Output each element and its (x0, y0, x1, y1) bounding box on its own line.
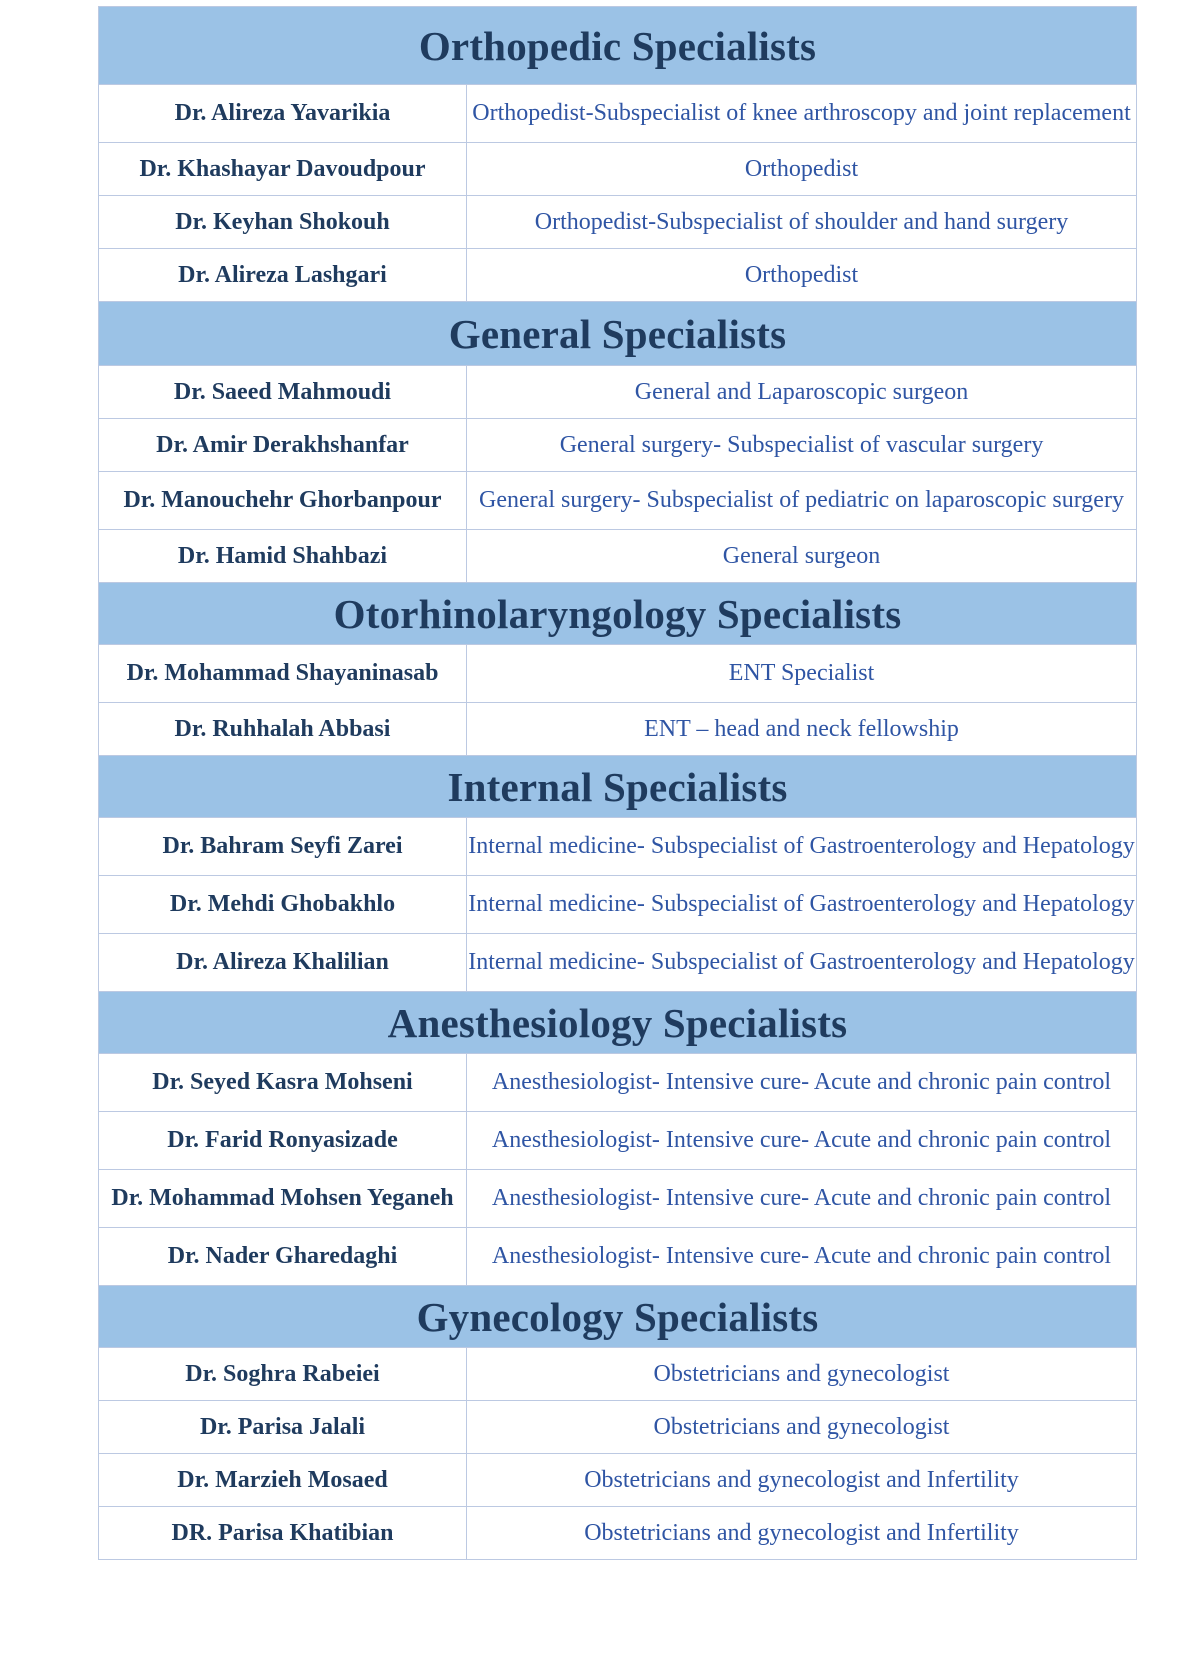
table-row (99, 419, 1137, 472)
doctor-name: Dr. Hamid Shahbazi (99, 530, 467, 583)
table-row (99, 249, 1137, 302)
table-row (99, 1507, 1137, 1560)
doctor-specialty: General and Laparoscopic surgeon (467, 366, 1137, 419)
doctor-specialty: Internal medicine- Subspecialist of Gastroenterology and Hepatology (467, 818, 1137, 876)
table-row (99, 645, 1137, 703)
section-header-otorhinolaryngology-specialists (99, 583, 1137, 645)
section-title: Gynecology Specialists (99, 1286, 1137, 1348)
specialists-table (98, 6, 1137, 1560)
section-title: Orthopedic Specialists (99, 7, 1137, 85)
table-row (99, 876, 1137, 934)
doctor-name: Dr. Seyed Kasra Mohseni (99, 1054, 467, 1112)
doctor-name: Dr. Mohammad Shayaninasab (99, 645, 467, 703)
section-header-gynecology-specialists (99, 1286, 1137, 1348)
doctor-name: Dr. Manouchehr Ghorbanpour (99, 472, 467, 530)
doctor-specialty: Orthopedist-Subspecialist of shoulder and hand surgery (467, 196, 1137, 249)
section-title: Internal Specialists (99, 756, 1137, 818)
doctor-name: DR. Parisa Khatibian (99, 1507, 467, 1560)
doctor-specialty: Obstetricians and gynecologist and Infertility (467, 1507, 1137, 1560)
doctor-specialty: Anesthesiologist- Intensive cure- Acute and chronic pain control (467, 1112, 1137, 1170)
table-row (99, 196, 1137, 249)
section-title: Anesthesiology Specialists (99, 992, 1137, 1054)
table-row (99, 472, 1137, 530)
doctor-specialty: Anesthesiologist- Intensive cure- Acute and chronic pain control (467, 1054, 1137, 1112)
table-row (99, 818, 1137, 876)
section-header-orthopedic-specialists (99, 7, 1137, 85)
doctor-specialty: Orthopedist (467, 143, 1137, 196)
doctor-name: Dr. Mohammad Mohsen Yeganeh (99, 1170, 467, 1228)
doctor-specialty: Anesthesiologist- Intensive cure- Acute and chronic pain control (467, 1228, 1137, 1286)
table-row (99, 1454, 1137, 1507)
table-row (99, 934, 1137, 992)
doctor-specialty: Obstetricians and gynecologist and Infertility (467, 1454, 1137, 1507)
table-row (99, 1228, 1137, 1286)
doctor-name: Dr. Marzieh Mosaed (99, 1454, 467, 1507)
table-row (99, 530, 1137, 583)
doctor-specialty: ENT Specialist (467, 645, 1137, 703)
doctor-specialty: Obstetricians and gynecologist (467, 1348, 1137, 1401)
doctor-name: Dr. Bahram Seyfi Zarei (99, 818, 467, 876)
doctor-specialty: Anesthesiologist- Intensive cure- Acute and chronic pain control (467, 1170, 1137, 1228)
table-row (99, 1348, 1137, 1401)
doctor-name: Dr. Nader Gharedaghi (99, 1228, 467, 1286)
doctor-specialty: General surgeon (467, 530, 1137, 583)
doctor-specialty: Orthopedist-Subspecialist of knee arthroscopy and joint replacement (467, 85, 1137, 143)
table-row (99, 143, 1137, 196)
section-title: General Specialists (99, 302, 1137, 366)
doctor-name: Dr. Keyhan Shokouh (99, 196, 467, 249)
doctor-name: Dr. Amir Derakhshanfar (99, 419, 467, 472)
doctor-name: Dr. Farid Ronyasizade (99, 1112, 467, 1170)
doctor-specialty: General surgery- Subspecialist of pediatric on laparoscopic surgery (467, 472, 1137, 530)
doctor-specialty: Internal medicine- Subspecialist of Gastroenterology and Hepatology (467, 934, 1137, 992)
table-row (99, 366, 1137, 419)
doctor-specialty: ENT – head and neck fellowship (467, 703, 1137, 756)
section-title: Otorhinolaryngology Specialists (99, 583, 1137, 645)
doctor-specialty: Obstetricians and gynecologist (467, 1401, 1137, 1454)
table-row (99, 1401, 1137, 1454)
doctor-specialty: Orthopedist (467, 249, 1137, 302)
doctor-name: Dr. Ruhhalah Abbasi (99, 703, 467, 756)
doctor-specialty: General surgery- Subspecialist of vascular surgery (467, 419, 1137, 472)
table-row (99, 1170, 1137, 1228)
doctor-name: Dr. Khashayar Davoudpour (99, 143, 467, 196)
doctor-name: Dr. Alireza Khalilian (99, 934, 467, 992)
table-row (99, 1054, 1137, 1112)
doctor-name: Dr. Alireza Yavarikia (99, 85, 467, 143)
doctor-name: Dr. Parisa Jalali (99, 1401, 467, 1454)
doctor-specialty: Internal medicine- Subspecialist of Gastroenterology and Hepatology (467, 876, 1137, 934)
table-row (99, 1112, 1137, 1170)
doctor-name: Dr. Mehdi Ghobakhlo (99, 876, 467, 934)
doctor-name: Dr. Alireza Lashgari (99, 249, 467, 302)
table-row (99, 703, 1137, 756)
doctor-name: Dr. Saeed Mahmoudi (99, 366, 467, 419)
table-row (99, 85, 1137, 143)
specialists-table-body (99, 7, 1137, 1560)
section-header-anesthesiology-specialists (99, 992, 1137, 1054)
section-header-internal-specialists (99, 756, 1137, 818)
doctor-name: Dr. Soghra Rabeiei (99, 1348, 467, 1401)
section-header-general-specialists (99, 302, 1137, 366)
